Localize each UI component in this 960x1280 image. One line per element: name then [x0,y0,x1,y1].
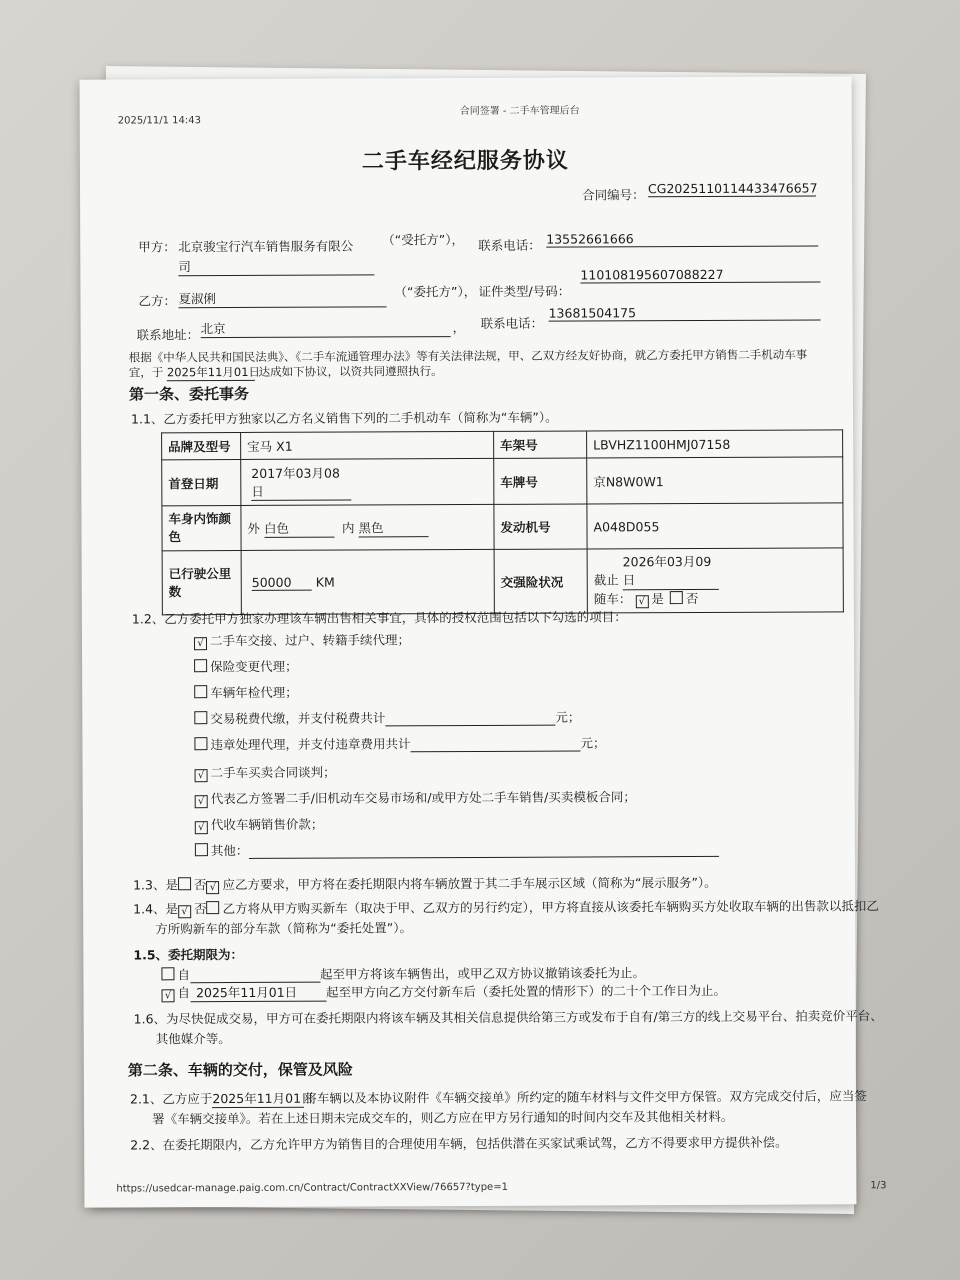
auth-option-blank[interactable] [410,736,580,753]
vehicle-table [161,429,844,615]
int-color: 黑色 [358,518,428,537]
party-b-label: 乙方： [138,293,177,309]
auth-option [194,733,605,753]
with-car-yes-label: 是 [651,591,664,607]
clause-1-5-title: 1.5、委托期限为： [133,946,244,963]
reg-date-cell [241,458,494,505]
c21-prefix: 2.1、乙方应于 [129,1091,213,1107]
c14-text-line1: 乙方将从甲方购买新车（取决于甲、乙双方的另行约定），甲方将直接从该委托车辆购买方处收取车辆的出售款以抵扣乙 [222,898,879,917]
term-option-1 [161,963,645,983]
party-b-role: （“委托方”）， [394,283,477,300]
mileage-cell [241,549,494,614]
term-option-1-date [190,967,320,984]
auth-option-label: 代表乙方签署二手/旧机动车交易市场和/或甲方处二手车销售/买卖模板合同； [210,789,636,807]
auth-option-label: 二手车交接、过户、转籍手续代理； [209,632,411,649]
preamble-suffix: 达成如下协议，以资共同遵照执行。 [258,364,443,379]
table-row [162,503,843,551]
int-label: 内 [341,519,355,536]
auth-option-label: 交易税费代缴，并支付税费共计 [210,710,386,727]
auth-option-checkbox[interactable]: √ [195,769,208,782]
table-row [162,430,843,460]
party-a-phone: 13552661666 [546,230,818,247]
preamble-line2 [129,363,443,381]
clause-1-6-line2: 其他媒介等。 [155,1031,231,1047]
auth-option-checkbox[interactable] [194,659,207,672]
auth-option-checkbox[interactable] [194,711,207,724]
auth-option [194,708,580,728]
auth-option-blank[interactable] [248,841,718,859]
auth-option-checkbox[interactable] [194,737,207,750]
contract-no-label: 合同编号： [582,187,645,203]
with-car-no-checkbox[interactable] [670,591,683,604]
color-label-line2: 色 [168,529,182,545]
plate-value: 京N8W0W1 [587,457,843,504]
brand-label: 品牌及型号 [162,432,241,459]
id-number: 110108195607088227 [580,266,820,283]
auth-option-suffix: 元； [555,709,581,725]
auth-option [195,787,636,808]
c13-yes-checkbox[interactable] [178,877,191,890]
auth-option-checkbox[interactable]: √ [195,795,208,808]
mileage-label-line1: 已行驶公里 [168,565,232,581]
clause-1-6-line1: 1.6、为尽快促成交易，甲方可在委托期限内将该车辆及其相关信息提供给第三方或发布于自有/第三方的线上交易平台、拍卖竞价平台、 [133,1008,883,1027]
auth-option [194,683,298,701]
with-car-label: 随车： [593,591,632,607]
with-car-yes-checkbox[interactable]: √ [635,595,648,608]
mileage-label [162,550,241,614]
c21-date: 2025年11月01日 [212,1090,314,1107]
c14-yes-label: 1.4、是 [133,901,179,917]
reg-date-label: 首登日期 [162,459,241,505]
insurance-label: 交强险状况 [494,549,587,613]
auth-option-blank[interactable] [385,710,555,727]
color-label [162,505,241,550]
section2-title: 第二条、车辆的交付，保管及风险 [127,1060,353,1080]
color-cell [241,504,494,550]
preamble-prefix: 宜，于 [128,365,164,380]
auth-option [195,763,336,783]
table-row [162,548,843,615]
auth-option-checkbox[interactable] [195,843,208,856]
vin-value: LBVHZ1100HMJ07158 [587,430,843,458]
page-url: https://usedcar-manage.paig.com.cn/Contract/ContractXXView/76657?type=1 [116,1181,508,1195]
auth-option [195,839,719,859]
c13-yes-label: 1.3、是 [133,877,178,893]
clause-2-1-line2: 署《车辆交接单》。若在上述日期未完成交车的，则乙方应在甲方另行通知的时间内交车及其他相关材料。 [152,1108,734,1127]
party-b-phone: 13681504175 [549,304,821,321]
party-a-phone-label: 联系电话： [478,237,541,253]
c21-text-line1: 将车辆以及本协议附件《车辆交接单》所约定的随车材料与文件交甲方保管。双方完成交付后，应当签 [304,1088,867,1106]
brand-value: 宝马 X1 [241,431,494,459]
term-option-1-prefix: 自 [177,967,190,983]
preamble-date: 2025年11月01日 [166,364,261,380]
term-option-2 [161,981,726,1002]
party-a-label: 甲方： [138,239,176,255]
party-a-role: （“受托方”）， [382,232,464,248]
ins-until-label: 截止 [593,572,619,588]
c13-no-label: 否 [193,877,207,893]
preamble-line1: 根据《中华人民共和国民法典》、《二手车流通管理办法》等有关法律法规，甲、乙双方经友好协商，就乙方委托甲方销售二手机动车事 [128,347,808,365]
clause-1-2: 1.2、乙方委托甲方独家办理该车辆出售相关事宜，具体的授权范围包括以下勾选的项目： [131,609,627,627]
engine-label: 发动机号 [494,504,587,549]
auth-option-label: 保险变更代理； [210,658,298,675]
auth-option [194,630,410,650]
mileage-label-line2: 数 [168,583,182,599]
term-option-2-checkbox[interactable]: √ [162,989,175,1002]
section1-title: 第一条、委托事务 [128,384,249,404]
term-option-1-checkbox[interactable] [161,967,174,980]
auth-option-label: 违章处理代理，并支付违章费用共计 [210,736,411,753]
engine-value: A048D055 [587,503,843,549]
color-label-line1: 车身内饰颜 [168,511,232,527]
auth-option [195,815,324,835]
contract-page [80,76,887,1207]
reg-date-value: 2017年03月08日 [251,464,351,501]
c14-no-label: 否 [194,901,207,917]
address-label: 联系地址： [136,327,200,343]
c14-text-line2: 方所购新车的部分车款（简称为“委托处置”）。 [155,920,412,937]
clause-2-1-line1 [130,1086,867,1108]
ext-color: 白色 [264,518,334,537]
print-timestamp: 2025/11/1 14:43 [117,115,202,127]
clause-1-3 [133,873,717,895]
auth-option-checkbox[interactable] [194,685,207,698]
auth-option [194,657,298,675]
page-number: 1/3 [870,1180,887,1192]
c14-yes-checkbox[interactable]: √ [178,905,191,918]
address-comma: ， [452,320,466,336]
contract-no: CG2025110114433476657 [647,180,818,197]
c13-no-checkbox[interactable]: √ [206,881,219,894]
auth-option-checkbox[interactable]: √ [195,821,208,834]
auth-option-label: 二手车买卖合同谈判； [210,764,336,781]
term-option-2-text: 起至甲方向乙方交付新车后（委托处置的情形下）的二十个工作日为止。 [326,982,727,1000]
clause-1-1: 1.1、乙方委托甲方独家以乙方名义销售下列的二手机动车（简称为“车辆”）。 [130,409,558,427]
clause-1-4 [133,896,879,918]
table-row [162,457,843,506]
site-title: 合同签署 - 二手车管理后台 [459,105,580,118]
mileage-value: 50000 [252,574,312,590]
c14-no-checkbox[interactable] [207,901,220,914]
auth-option-suffix: 元； [580,735,606,751]
id-label: 证件类型/号码： [478,283,571,299]
party-a-name-line1: 北京骏宝行汽车销售服务有限公 [178,238,354,255]
party-b-phone-label: 联系电话： [480,315,544,331]
document-title: 二手车经纪服务协议 [361,148,569,175]
auth-option-label: 车辆年检代理； [210,684,298,701]
party-a-name-line2: 司 [178,256,374,276]
address: 北京 [201,318,451,338]
plate-label: 车牌号 [494,458,587,504]
mileage-unit: KM [315,574,335,590]
insurance-cell [587,548,843,613]
party-b-name: 夏淑俐 [178,288,386,308]
auth-option-label: 其他： [210,842,249,859]
term-option-1-text: 起至甲方将该车辆售出，或甲乙双方协议撤销该委托为止。 [319,965,646,982]
with-car-no-label: 否 [685,590,699,607]
term-option-2-prefix: 自 [177,985,191,1001]
term-option-2-date: 2025年11月01日 [190,983,326,1003]
auth-option-label: 代收车辆销售价款； [210,816,324,833]
auth-option-checkbox[interactable]: √ [194,637,207,650]
vin-label: 车架号 [494,431,587,458]
c13-text: 应乙方要求，甲方将在委托期限内将车辆放置于其二手车展示区域（简称为“展示服务”）。 [222,874,717,893]
clause-2-2: 2.2、在委托期限内，乙方允许甲方为销售目的合理使用车辆，包括供潜在买家试乘试驾，乙方不得要求甲方提供补偿。 [130,1134,788,1153]
ins-until-date: 2026年03月09日 [623,553,719,590]
ext-label: 外 [247,520,261,536]
